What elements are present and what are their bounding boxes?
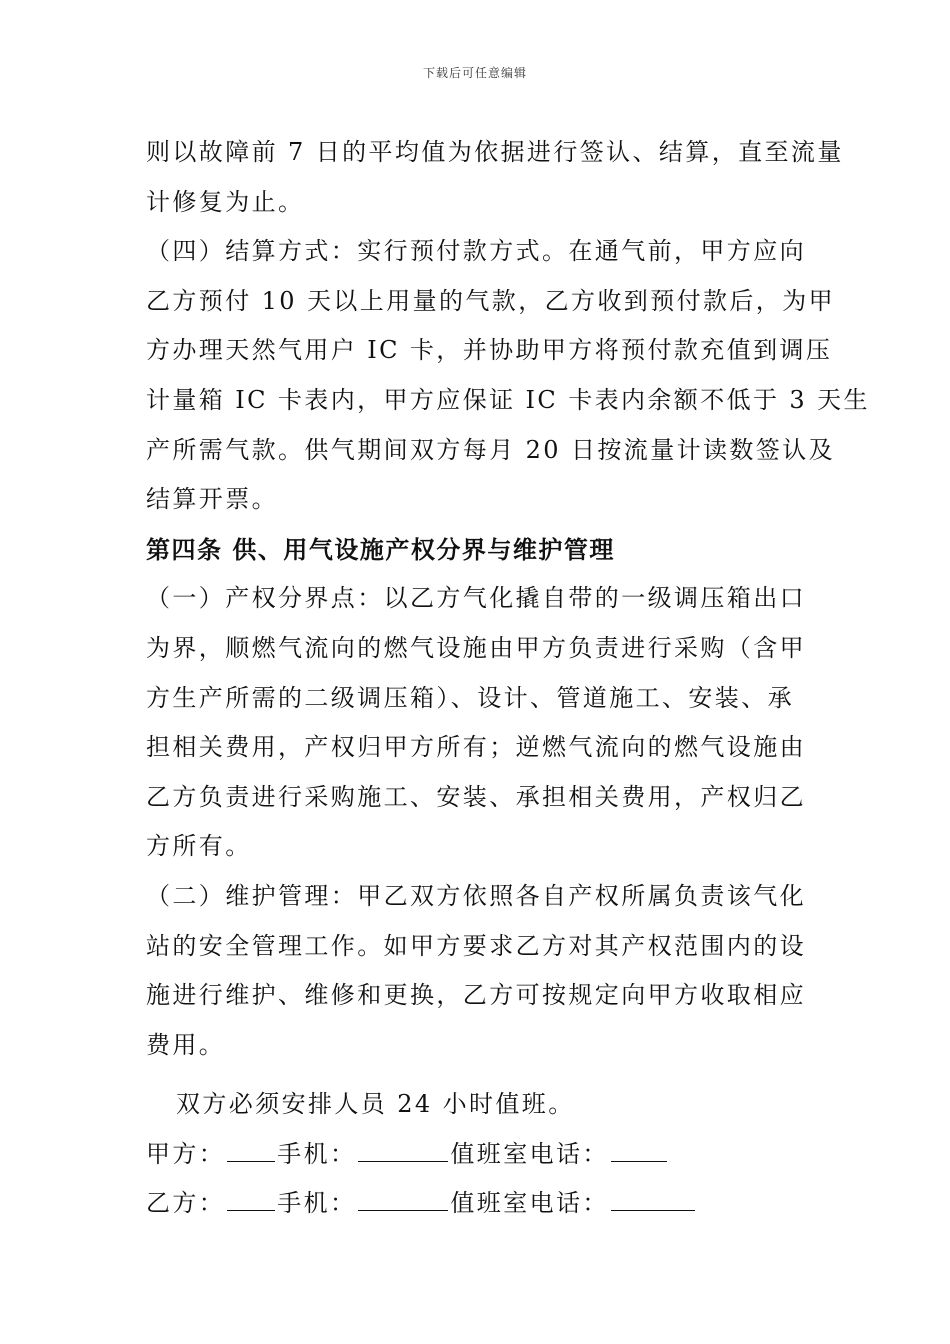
text-line: 担相关费用，产权归甲方所有；逆燃气流向的燃气设施由 xyxy=(146,733,806,762)
party-a-label: 甲方： xyxy=(146,1139,226,1168)
text-line: 计修复为止。 xyxy=(146,187,305,216)
text-line: （二）维护管理：甲乙双方依照各自产权所属负责该气化 xyxy=(146,881,806,910)
text-line: 乙方负责进行采购施工、安装、承担相关费用，产权归乙 xyxy=(146,782,806,811)
text-line: 方所有。 xyxy=(146,832,252,861)
party-b-phone-blank[interactable] xyxy=(358,1188,448,1211)
text-line: 方办理天然气用户 IC 卡，并协助甲方将预付款充值到调压 xyxy=(146,336,833,365)
text-line: 方生产所需的二级调压箱）、设计、管道施工、安装、承 xyxy=(146,683,794,712)
text-line: 结算开票。 xyxy=(146,485,278,514)
text-line: 施进行维护、维修和更换，乙方可按规定向甲方收取相应 xyxy=(146,981,806,1010)
party-a-phone-label: 手机： xyxy=(277,1139,357,1168)
text-line: 计量箱 IC 卡表内，甲方应保证 IC 卡表内余额不低于 3 天生 xyxy=(146,385,870,414)
party-b-label: 乙方： xyxy=(146,1189,226,1218)
text-line: 乙方预付 10 天以上用量的气款，乙方收到预付款后，为甲 xyxy=(146,286,835,315)
party-a-name-blank[interactable] xyxy=(227,1139,275,1162)
text-line: 为界，顺燃气流向的燃气设施由甲方负责进行采购（含甲 xyxy=(146,633,806,662)
duty-statement: 双方必须安排人员 24 小时值班。 xyxy=(176,1090,575,1119)
text-line: （一）产权分界点：以乙方气化撬自带的一级调压箱出口 xyxy=(146,584,806,613)
text-line: 则以故障前 7 日的平均值为依据进行签认、结算，直至流量 xyxy=(146,138,844,166)
page-header-note: 下载后可任意编辑 xyxy=(422,66,527,80)
contact-row-party-a xyxy=(146,1130,810,1180)
party-a-duty-phone-blank[interactable] xyxy=(611,1139,667,1162)
party-b-name-blank[interactable] xyxy=(227,1188,275,1211)
article-heading: 第四条 供、用气设施产权分界与维护管理 xyxy=(146,534,615,564)
party-a-duty-phone-label: 值班室电话： xyxy=(450,1139,609,1168)
text-line: 产所需气款。供气期间双方每月 20 日按流量计读数签认及 xyxy=(146,435,835,464)
document-body xyxy=(146,128,870,1229)
text-line: 费用。 xyxy=(146,1030,226,1059)
text-line: 站的安全管理工作。如甲方要求乙方对其产权范围内的设 xyxy=(146,931,806,960)
party-b-phone-label: 手机： xyxy=(277,1189,357,1218)
party-b-duty-phone-label: 值班室电话： xyxy=(450,1189,609,1218)
contact-row-party-b xyxy=(146,1179,810,1229)
text-line: （四）结算方式：实行预付款方式。在通气前，甲方应向 xyxy=(146,237,806,266)
party-a-phone-blank[interactable] xyxy=(358,1139,448,1162)
party-b-duty-phone-blank[interactable] xyxy=(611,1188,695,1211)
